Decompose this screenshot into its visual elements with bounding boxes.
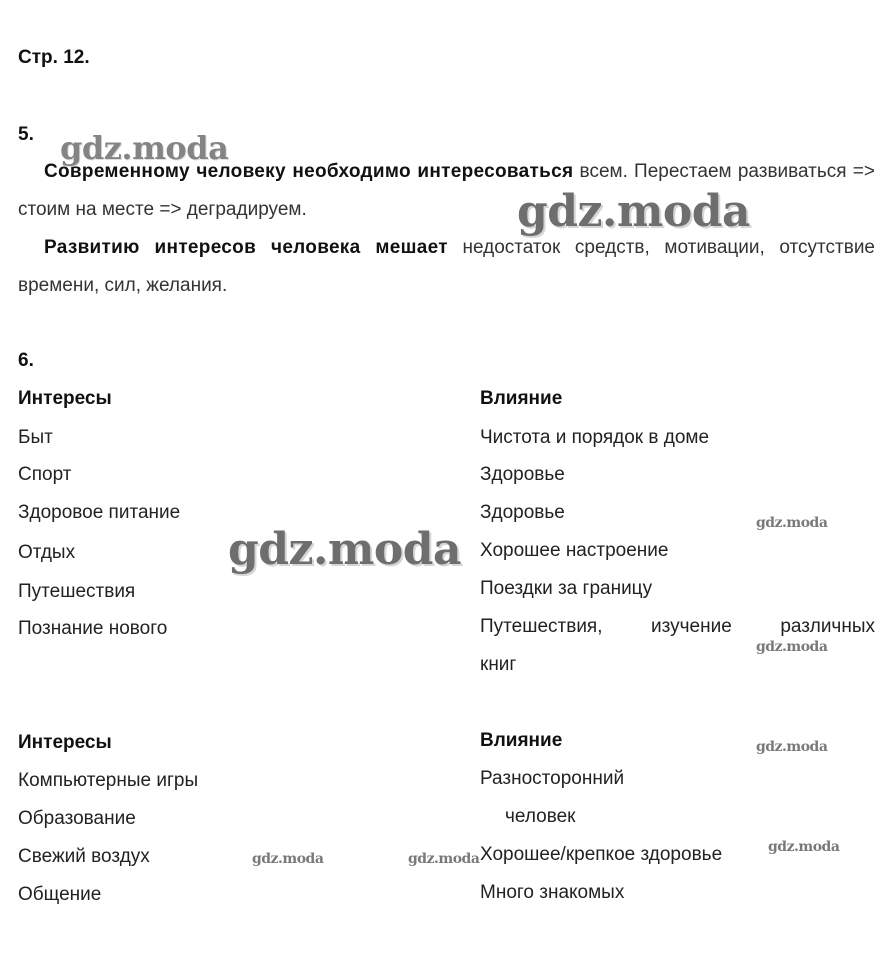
influence-word: изучение xyxy=(651,616,732,637)
table-1-interest: Спорт xyxy=(18,464,72,485)
watermark: gdz.moda xyxy=(756,515,828,531)
task-5-paragraph-1-lead: Современному человеку необходимо интересоваться xyxy=(44,161,574,182)
watermark: gdz.moda xyxy=(228,524,462,575)
table-1-interest: Познание нового xyxy=(18,618,168,639)
table-1-col1-header: Интересы xyxy=(18,388,112,409)
table-2-interest: Свежий воздух xyxy=(18,846,150,867)
table-1-influence: Здоровье xyxy=(480,464,565,485)
table-2-influence: Много знакомых xyxy=(480,882,625,903)
table-1-interest: Путешествия xyxy=(18,581,136,602)
table-2-interest: Образование xyxy=(18,808,136,829)
table-1-interest: Здоровое питание xyxy=(18,502,181,523)
watermark: gdz.moda xyxy=(756,639,828,655)
table-1-interest: Быт xyxy=(18,427,53,448)
page-label: Стр. 12. xyxy=(18,47,90,68)
table-1-influence: Чистота и порядок в доме xyxy=(480,427,710,448)
table-1-influence-continued: книг xyxy=(480,654,517,675)
influence-word: Путешествия, xyxy=(480,616,603,637)
task-6-number: 6. xyxy=(18,350,34,371)
watermark: gdz.moda xyxy=(768,839,840,855)
table-1-interest: Отдых xyxy=(18,542,76,563)
table-1-col2-header: Влияние xyxy=(480,388,563,409)
table-1-influence: Здоровье xyxy=(480,502,565,523)
table-2-col1-header: Интересы xyxy=(18,732,112,753)
task-5-paragraph-2-text: недостаток средств, мотивации, отсутствие времени, сил, желания. xyxy=(18,237,875,296)
watermark: gdz.moda xyxy=(252,851,324,867)
watermark: gdz.moda xyxy=(408,851,480,867)
task-5-paragraph-2-lead: Развитию интересов человека мешает xyxy=(44,237,448,258)
influence-word: различных xyxy=(780,616,875,637)
table-1-influence: Хорошее настроение xyxy=(480,540,669,561)
table-2-col2-header: Влияние xyxy=(480,730,563,751)
table-2-influence: Хорошее/крепкое здоровье xyxy=(480,844,723,865)
table-1-influence: Поездки за границу xyxy=(480,578,653,599)
table-2-interest: Компьютерные игры xyxy=(18,770,199,791)
watermark: gdz.moda xyxy=(517,186,751,237)
table-2-influence: Разносторонний xyxy=(480,768,625,789)
table-1-influence xyxy=(480,615,875,639)
watermark: gdz.moda xyxy=(756,739,828,755)
task-5-paragraph-2 xyxy=(18,229,875,305)
task-5-number: 5. xyxy=(18,124,34,145)
table-2-influence-continued: человек xyxy=(505,806,576,827)
table-2-interest: Общение xyxy=(18,884,102,905)
task-5-paragraph-1-text: всем. Перестаем развиваться => стоим на месте => деградируем. xyxy=(18,161,875,220)
watermark: gdz.moda xyxy=(60,129,229,167)
